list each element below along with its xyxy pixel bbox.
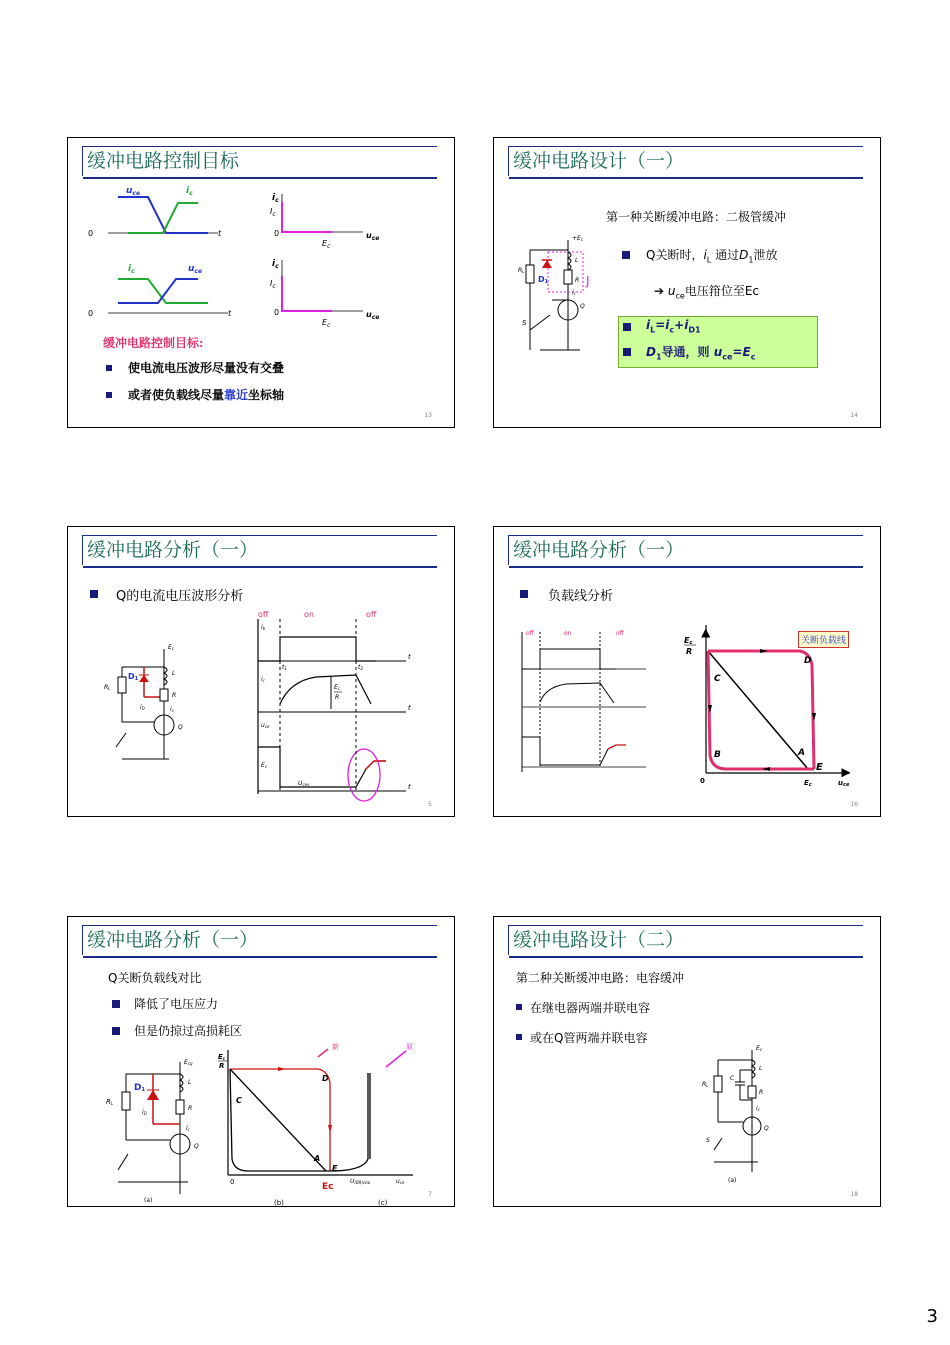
svg-text:ic	[170, 706, 175, 713]
g2a: D	[646, 345, 656, 359]
load-line-plot-bottom	[268, 256, 388, 331]
ER-den: R	[219, 1062, 225, 1070]
u-sub: ce	[132, 190, 141, 197]
svg-text:uce	[188, 264, 202, 275]
ic-label: i	[186, 1125, 188, 1132]
J-label: J	[586, 274, 590, 288]
S-label: S	[706, 1137, 710, 1144]
Ec-sub: c	[327, 322, 331, 329]
svg-text:Ecq	[184, 1059, 193, 1066]
t1-label: t	[282, 664, 285, 671]
i-sub: c	[131, 268, 135, 275]
uce-sub: ce	[264, 724, 270, 729]
Ic-sub: c	[272, 283, 276, 290]
svg-text:ic	[261, 676, 266, 683]
circuit-diagram	[94, 637, 214, 772]
R-label: R	[188, 1105, 193, 1112]
supply-label: +E	[572, 235, 581, 242]
g2d: u	[713, 345, 723, 359]
ic-label: i	[261, 676, 263, 683]
slide-title: 缓冲电路设计（一）	[508, 146, 863, 176]
svg-text:ib	[261, 624, 266, 631]
bullet-2-post: 坐标轴	[248, 388, 285, 402]
i-label: i	[128, 264, 132, 274]
svg-text:ic	[186, 1125, 191, 1132]
bullet-marker	[623, 323, 631, 331]
heading: Q关断负载线对比	[108, 971, 202, 985]
A-label: A	[798, 748, 805, 758]
svg-text:t2	[358, 664, 363, 671]
waveform-diagram	[246, 609, 426, 804]
D-label: D	[322, 1074, 329, 1083]
RL-sub: L	[108, 686, 111, 691]
D1-sub: 1	[134, 676, 139, 682]
slide-16	[493, 526, 881, 817]
i-label: i	[272, 259, 276, 269]
g1d: +i	[674, 318, 689, 332]
Ic-sub: c	[272, 211, 276, 218]
bullet-1	[646, 246, 777, 264]
iD-label: i	[140, 704, 142, 711]
uce-sub: ce	[399, 1180, 405, 1185]
svg-text:Ec	[218, 1053, 226, 1061]
E-label: E	[816, 762, 823, 773]
bullet-1: Q的电流电压波形分析	[116, 589, 244, 604]
Ec-label: Ec	[322, 1182, 334, 1192]
slide-18	[493, 916, 881, 1207]
on-label: on	[304, 610, 314, 619]
B-label: B	[714, 750, 721, 760]
svg-text:Ec	[322, 239, 331, 250]
svg-text:U(BR)cbo	[350, 1178, 371, 1185]
svg-text:ic	[128, 264, 135, 275]
bullet-marker	[106, 365, 112, 371]
L-label: L	[172, 670, 176, 677]
u-label: u	[188, 264, 195, 274]
svg-text:Ec	[261, 762, 268, 769]
svg-text:iD	[140, 704, 145, 711]
ic-sub: c	[262, 678, 265, 683]
bullet-1: 降低了电压应力	[134, 997, 219, 1011]
ER-num-sub: c	[222, 1056, 226, 1061]
svg-text:uce	[838, 779, 850, 788]
L-label: L	[188, 1079, 192, 1086]
iD-sub: D	[141, 706, 145, 711]
b1-post: 泄放	[753, 248, 778, 262]
ic-label: i	[756, 1105, 758, 1112]
i-sub: c	[275, 197, 279, 204]
arrow-line	[654, 282, 759, 300]
svg-text:Ucev	[298, 780, 310, 787]
load-line-comparison	[218, 1043, 448, 1207]
Ec-label: E	[804, 779, 809, 787]
subheading: 缓冲电路控制目标:	[103, 336, 204, 350]
off-label: off	[366, 610, 377, 619]
svg-text:Ec	[804, 779, 812, 788]
ic-label: i	[170, 706, 172, 713]
E-label: E	[184, 1059, 188, 1066]
u-label: u	[126, 186, 133, 196]
caption-a: (a)	[144, 1197, 153, 1204]
u-label: u	[366, 231, 372, 240]
slide-14	[493, 137, 881, 428]
svg-text:RL	[104, 684, 110, 691]
i-label: i	[186, 186, 190, 196]
b1-isub: L	[706, 255, 712, 265]
ER-num: E	[684, 636, 690, 645]
bullet-marker	[623, 348, 631, 356]
svg-text:iD	[142, 1109, 147, 1116]
uce-label: u	[261, 722, 265, 729]
t-label: t	[408, 704, 411, 712]
bullet-marker	[520, 590, 528, 598]
b1-dsub: 1	[748, 255, 754, 265]
heading: 第二种关断缓冲电路：电容缓冲	[516, 971, 685, 985]
R-label: R	[172, 692, 177, 699]
ib-label: i	[261, 624, 263, 631]
E-sub: c	[171, 646, 174, 651]
ic-label: i	[572, 289, 574, 296]
u-sub: ce	[371, 314, 380, 321]
U-label: U	[350, 1178, 355, 1185]
Q-label: Q	[194, 1143, 199, 1150]
ib-sub: b	[262, 626, 266, 631]
E-sub: cq	[187, 1061, 193, 1066]
bullet-marker	[112, 1027, 120, 1035]
ER-num: E	[218, 1053, 223, 1061]
svg-text:ic	[186, 186, 193, 197]
load-line-plot-top	[268, 190, 388, 250]
bullet-marker	[516, 1034, 522, 1040]
u-sub: ce	[194, 268, 203, 275]
bullet-2-pre: 或者使负载线尽量	[128, 388, 225, 402]
t-label: t	[408, 653, 411, 661]
t1-sub: 1	[284, 666, 287, 671]
ER-num-sub: c	[337, 686, 340, 691]
zero-label: 0	[700, 777, 705, 785]
bullet-2-highlight: 靠近	[224, 388, 249, 402]
D1-label: D	[538, 275, 545, 284]
svg-text:uce	[366, 231, 379, 242]
C-label: C	[714, 674, 721, 684]
ic-sub: c	[171, 708, 174, 713]
zero-label: 0	[274, 229, 280, 238]
svg-text:ic	[572, 289, 577, 296]
g1: i	[646, 318, 651, 332]
slide-5	[67, 526, 455, 817]
caption-a: (a)	[728, 1177, 737, 1184]
t2-sub: 2	[360, 666, 363, 671]
slide-7	[67, 916, 455, 1207]
svg-text:D1	[134, 1083, 145, 1093]
R-label: R	[759, 1089, 764, 1096]
old-label: 原	[406, 1043, 413, 1051]
C-label: C	[236, 1096, 242, 1105]
zero-label: 0	[88, 309, 94, 318]
legend-box: 关断负载线	[798, 631, 849, 648]
Ucev-sub: cev	[302, 782, 310, 787]
svg-text:uce	[261, 722, 270, 729]
Q-label: Q	[178, 724, 183, 731]
b1-pre: Q关断时，	[646, 248, 704, 262]
slide-page-number: 16	[850, 801, 858, 808]
bullet-1: 使电流电压波形尽量没有交叠	[128, 361, 285, 375]
D1-sub: 1	[544, 279, 549, 285]
RL-label: R	[106, 1098, 111, 1106]
waveform-overlap-top	[88, 183, 238, 238]
g2f: =E	[732, 345, 751, 359]
supply-sub: c	[580, 237, 584, 242]
svg-text:uce	[366, 310, 379, 321]
slide-title: 缓冲电路分析（一）	[82, 925, 437, 955]
Ec-sub: c	[327, 243, 331, 250]
RL-label: R	[702, 1081, 707, 1088]
diode-snubber-circuit	[510, 230, 620, 365]
green-bullet-2	[646, 343, 755, 361]
u-label: u	[366, 310, 372, 319]
svg-text:Ic	[270, 207, 276, 218]
g2c: 导通，则	[661, 345, 714, 359]
slide-title: 缓冲电路控制目标	[82, 146, 437, 176]
svg-text:ic	[272, 259, 279, 270]
arrow-usub: ce	[675, 291, 685, 301]
iD-sub: D	[143, 1111, 147, 1116]
RL-sub: L	[110, 1101, 114, 1106]
slide-title: 缓冲电路分析（一）	[82, 535, 437, 565]
Ic-label: I	[270, 207, 273, 216]
on-label: on	[564, 630, 572, 637]
svg-text:D1	[128, 672, 139, 682]
load-line-chart	[680, 623, 870, 793]
Q-label: Q	[580, 303, 585, 310]
slide-page-number: 7	[428, 1191, 432, 1198]
uce-label: u	[838, 779, 843, 787]
slide-title: 缓冲电路设计（二）	[508, 925, 863, 955]
RL-label: R	[518, 267, 523, 274]
slide-13	[67, 137, 455, 428]
uce-label: u	[396, 1178, 400, 1185]
g1b: =i	[655, 318, 670, 332]
caption-b: (b)	[274, 1199, 284, 1207]
slide-page-number: 14	[850, 412, 858, 419]
S-label: S	[522, 319, 527, 327]
L-label: L	[575, 257, 579, 264]
Ucev-label: U	[298, 780, 303, 787]
bullet-2	[128, 386, 284, 403]
t-label: t	[408, 783, 411, 791]
circuit-diagram	[98, 1052, 228, 1202]
bullet-2: 或在Q管两端并联电容	[530, 1031, 648, 1045]
waveform-thumbnail	[516, 627, 651, 777]
g1a: L	[650, 325, 656, 335]
L-label: L	[759, 1065, 763, 1072]
U-sub: (BR)cbo	[354, 1180, 371, 1185]
bullet-1: 负载线分析	[548, 589, 614, 604]
RL-label: R	[104, 684, 109, 691]
bullet-2: 但是仍掠过高损耗区	[134, 1024, 243, 1038]
ER-num-sub: c	[689, 640, 693, 646]
arrow-post: 电压箝位至Ec	[684, 284, 759, 298]
Ec-label: E	[322, 318, 328, 327]
bullet-marker	[112, 1000, 120, 1008]
Ic-label: I	[270, 279, 273, 288]
uce-sub: ce	[842, 782, 850, 788]
svg-text:Ec	[334, 684, 341, 691]
D1-label: D	[134, 1083, 142, 1093]
i-sub: c	[189, 190, 193, 197]
svg-text:uce	[126, 186, 140, 197]
A-label: A	[314, 1154, 321, 1163]
iD-label: i	[142, 1109, 144, 1116]
ER-num: E	[334, 684, 338, 691]
slide-title: 缓冲电路分析（一）	[508, 535, 863, 565]
svg-text:ic	[756, 1105, 761, 1112]
t2-label: t	[358, 664, 361, 671]
g1e: D1	[688, 325, 701, 335]
Ec-sub: c	[264, 764, 267, 769]
i-sub: c	[275, 263, 279, 270]
E-label: E	[756, 1045, 760, 1052]
Ec-sub: c	[808, 782, 812, 788]
ic-sub: c	[573, 291, 576, 296]
svg-text:Ec	[756, 1045, 763, 1052]
Q-label: Q	[764, 1125, 769, 1132]
Ec-label: E	[322, 239, 328, 248]
svg-text:uce	[396, 1178, 405, 1185]
g2e: ce	[722, 352, 733, 362]
right-arrow-icon: ➔	[654, 284, 668, 298]
svg-text:Ec	[322, 318, 331, 329]
i-label: i	[272, 193, 276, 203]
slide-page-number: 18	[850, 1191, 858, 1198]
b1-i: i	[703, 248, 707, 262]
bullet-marker	[90, 590, 98, 598]
Ec-label: E	[261, 762, 265, 769]
u-sub: ce	[371, 235, 380, 242]
slide-page-number: 5	[428, 801, 432, 808]
zero-label: 0	[88, 229, 94, 238]
svg-text:Ic	[270, 279, 276, 290]
svg-text:+Ec	[572, 235, 584, 242]
svg-text:RL	[106, 1098, 113, 1106]
bullet-marker	[622, 251, 630, 259]
g2g: c	[750, 352, 756, 362]
ic-sub: c	[757, 1107, 760, 1112]
ic-sub: c	[187, 1127, 190, 1132]
ER-den: R	[335, 694, 340, 701]
D-label: D	[804, 656, 812, 666]
svg-text:Ec	[168, 644, 175, 651]
zero-label: 0	[230, 1178, 235, 1186]
b1-d: D	[739, 248, 749, 262]
svg-text:RL	[518, 267, 524, 274]
heading: 第一种关断缓冲电路：二极管缓冲	[606, 210, 787, 224]
capacitor-snubber-circuit	[700, 1042, 780, 1192]
RL-sub: L	[522, 269, 525, 274]
off-label: off	[616, 630, 624, 637]
R-label: R	[575, 277, 580, 284]
E-sub: c	[759, 1047, 762, 1052]
E-label: E	[168, 644, 172, 651]
ER-den: R	[686, 647, 693, 656]
waveform-overlap-bottom	[88, 263, 238, 318]
zero-label: 0	[274, 308, 280, 317]
g2b: 1	[655, 352, 662, 362]
svg-text:RL	[702, 1081, 708, 1088]
t-label: t	[218, 229, 222, 238]
caption-c: (c)	[378, 1199, 388, 1207]
new-label: 新	[332, 1043, 339, 1051]
green-bullet-1	[646, 318, 701, 334]
off-label: off	[258, 610, 269, 619]
bullet-marker	[106, 392, 112, 398]
off-label: off	[526, 630, 534, 637]
D1-label: D	[128, 672, 135, 681]
t-label: t	[228, 309, 232, 318]
D1-sub: 1	[141, 1087, 145, 1093]
svg-text:D1	[538, 275, 549, 285]
slide-page-number: 13	[424, 412, 432, 419]
RL-sub: L	[706, 1083, 709, 1088]
arrow-u: u	[667, 284, 676, 298]
svg-text:Ec	[684, 636, 692, 646]
bullet-1: 在继电器两端并联电容	[530, 1001, 651, 1015]
page-number: 3	[926, 1306, 938, 1327]
E-label: E	[332, 1164, 338, 1173]
g1c: c	[669, 325, 675, 335]
C-label: C	[730, 1075, 735, 1082]
svg-text:ic	[272, 193, 279, 204]
b1-mid: 通过	[711, 248, 740, 262]
svg-text:t1	[282, 664, 287, 671]
bullet-marker	[516, 1004, 522, 1010]
